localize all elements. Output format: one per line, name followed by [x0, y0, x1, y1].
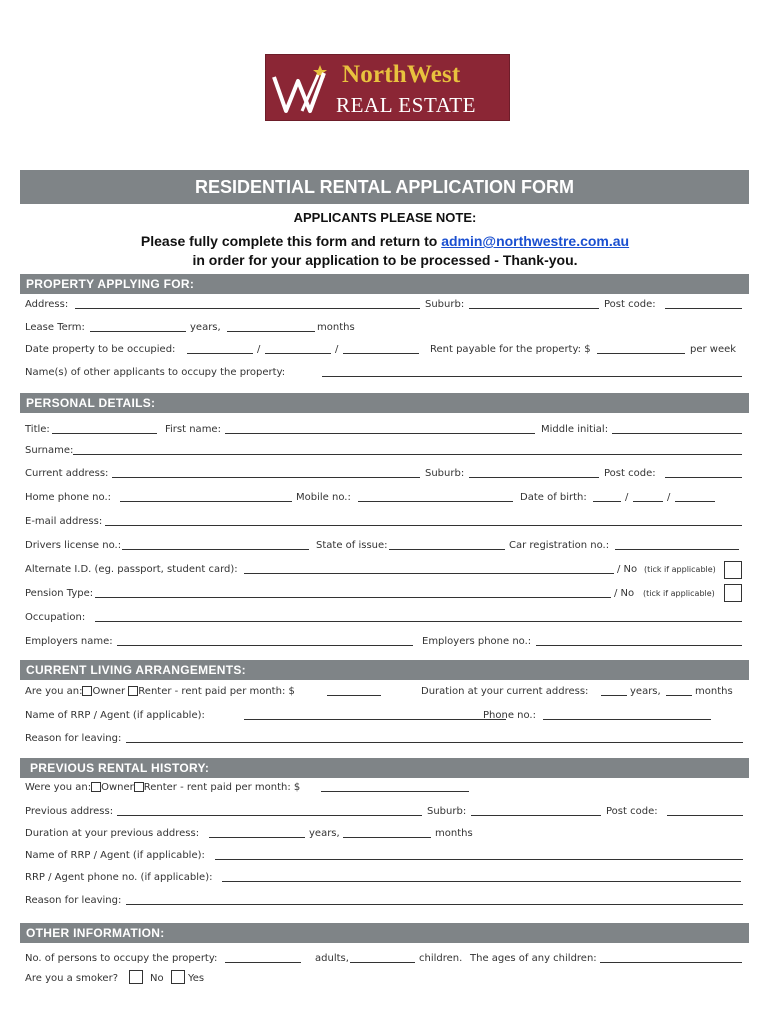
label: Address: [25, 299, 69, 310]
duration-years-field[interactable] [601, 686, 627, 696]
label: years, [190, 322, 221, 333]
label: per week [690, 344, 737, 355]
label: Post code: [606, 806, 658, 817]
owner-renter-group [25, 686, 295, 697]
owner-renter-group [25, 782, 300, 793]
label: / No [614, 588, 635, 599]
label: Were you an: [25, 782, 92, 793]
note-text: Please fully complete this form and return to [140, 233, 442, 249]
label: No [150, 973, 164, 984]
alt-id-field[interactable] [244, 564, 614, 574]
children-field[interactable] [350, 953, 415, 963]
suburb-field[interactable] [469, 299, 599, 309]
label: / No [617, 564, 638, 575]
surname-field[interactable] [73, 445, 742, 455]
first-name-field[interactable] [225, 424, 535, 434]
label: Owner [92, 686, 126, 697]
license-field[interactable] [122, 540, 309, 550]
label: Suburb: [427, 806, 467, 817]
label: Employers name: [25, 636, 113, 647]
label: Lease Term: [25, 322, 85, 333]
label: Renter - rent paid per month: $ [138, 686, 295, 697]
state-field[interactable] [389, 540, 505, 550]
label: months [695, 686, 733, 697]
prev-rrp-field[interactable] [215, 850, 743, 860]
section-current-living: CURRENT LIVING ARRANGEMENTS: [20, 660, 749, 680]
section-other: OTHER INFORMATION: [20, 923, 749, 943]
rent-month-field[interactable] [327, 686, 381, 696]
label: Reason for leaving: [25, 895, 122, 906]
logo-mark-icon [272, 61, 338, 115]
employer-name-field[interactable] [117, 636, 413, 646]
rent-field[interactable] [597, 344, 685, 354]
label: Drivers license no.: [25, 540, 122, 551]
prev-suburb-field[interactable] [471, 806, 601, 816]
label: months [435, 828, 473, 839]
label: Title: [25, 424, 50, 435]
prev-rent-field[interactable] [321, 782, 469, 792]
label: Home phone no.: [25, 492, 112, 503]
label: / [625, 492, 629, 503]
label: Name(s) of other applicants to occupy the property: [25, 367, 286, 378]
mobile-field[interactable] [358, 492, 513, 502]
label: Current address: [25, 468, 109, 479]
label: Owner [101, 782, 134, 793]
section-previous: PREVIOUS RENTAL HISTORY: [20, 758, 749, 778]
label: First name: [165, 424, 221, 435]
email-link[interactable]: admin@northwestre.com.au [441, 233, 630, 249]
label: Duration at your current address: [421, 686, 589, 697]
alt-id-no-checkbox[interactable] [724, 561, 742, 579]
current-address-field[interactable] [112, 468, 420, 478]
label: Alternate I.D. (eg. passport, student card): [25, 564, 238, 575]
section-personal: PERSONAL DETAILS: [20, 393, 749, 413]
label: E-mail address: [25, 516, 103, 527]
lease-years-field[interactable] [90, 322, 186, 332]
company-logo [265, 54, 510, 121]
car-rego-field[interactable] [615, 540, 739, 550]
label: Renter - rent paid per month: $ [143, 782, 301, 793]
label: Middle initial: [541, 424, 609, 435]
label: Suburb: [425, 468, 465, 479]
occupy-month-field[interactable] [265, 344, 331, 354]
postcode-field[interactable] [665, 299, 742, 309]
middle-initial-field[interactable] [612, 424, 742, 434]
title-field[interactable] [52, 424, 157, 434]
note-line-2: in order for your application to be processed - Thank-you. [192, 252, 578, 268]
prev-reason-field[interactable] [126, 895, 743, 905]
prev-owner-checkbox[interactable] [91, 782, 101, 792]
dob-month-field[interactable] [633, 492, 663, 502]
owner-checkbox[interactable] [82, 686, 92, 696]
address-field[interactable] [75, 299, 420, 309]
logo-text-real-estate: REAL ESTATE [336, 93, 477, 117]
dob-year-field[interactable] [675, 492, 715, 502]
home-phone-field[interactable] [120, 492, 292, 502]
label: Employers phone no.: [422, 636, 532, 647]
label: Name of RRP / Agent (if applicable): [25, 710, 205, 721]
label: No. of persons to occupy the property: [25, 953, 218, 964]
rrp-field[interactable] [244, 710, 506, 720]
label: adults, [315, 953, 349, 964]
section-property: PROPERTY APPLYING FOR: [20, 274, 749, 294]
prev-years-field[interactable] [209, 828, 305, 838]
tick-note: (tick if applicable) [643, 589, 715, 598]
label: / [335, 344, 339, 355]
children-ages-field[interactable] [600, 953, 742, 963]
other-applicants-field[interactable] [322, 367, 742, 377]
duration-months-field[interactable] [666, 686, 692, 696]
label: years, [309, 828, 340, 839]
label: Are you a smoker? [25, 973, 118, 984]
label: Suburb: [425, 299, 465, 310]
smoker-no-checkbox[interactable] [129, 970, 143, 984]
dob-day-field[interactable] [593, 492, 621, 502]
label: years, [630, 686, 661, 697]
occupy-day-field[interactable] [187, 344, 253, 354]
pension-field[interactable] [95, 588, 611, 598]
label: Yes [188, 973, 205, 984]
label: Mobile no.: [296, 492, 351, 503]
prev-renter-checkbox[interactable] [134, 782, 144, 792]
label: Post code: [604, 299, 656, 310]
label: / [667, 492, 671, 503]
tick-note: (tick if applicable) [644, 565, 716, 574]
label: Reason for leaving: [25, 733, 122, 744]
reason-field[interactable] [126, 733, 743, 743]
prev-address-field[interactable] [117, 806, 422, 816]
label: months [317, 322, 355, 333]
prev-postcode-field[interactable] [667, 806, 743, 816]
label: Post code: [604, 468, 656, 479]
suburb-field[interactable] [469, 468, 599, 478]
prev-rrp-phone-field[interactable] [222, 872, 741, 882]
rrp-phone-field[interactable] [543, 710, 711, 720]
label: State of issue: [316, 540, 388, 551]
label: Rent payable for the property: $ [430, 344, 591, 355]
label: Phone no.: [483, 710, 536, 721]
label: Previous address: [25, 806, 114, 817]
label: Are you an: [25, 686, 83, 697]
label: Date of birth: [520, 492, 587, 503]
label: / [257, 344, 261, 355]
lease-months-field[interactable] [227, 322, 315, 332]
adults-field[interactable] [225, 953, 301, 963]
label: children. [419, 953, 463, 964]
label: Name of RRP / Agent (if applicable): [25, 850, 205, 861]
label: Car registration no.: [509, 540, 610, 551]
smoker-yes-checkbox[interactable] [171, 970, 185, 984]
note-line-1 [0, 233, 770, 249]
label: Date property to be occupied: [25, 344, 176, 355]
postcode-field[interactable] [665, 468, 742, 478]
form-title: RESIDENTIAL RENTAL APPLICATION FORM [20, 170, 749, 204]
pension-no-checkbox[interactable] [724, 584, 742, 602]
email-field[interactable] [105, 516, 742, 526]
label: Occupation: [25, 612, 86, 623]
label: The ages of any children: [470, 953, 597, 964]
label: RRP / Agent phone no. (if applicable): [25, 872, 213, 883]
label: Duration at your previous address: [25, 828, 200, 839]
occupation-field[interactable] [95, 612, 742, 622]
logo-text-northwest: NorthWest [342, 61, 461, 88]
renter-checkbox[interactable] [128, 686, 138, 696]
label: Surname: [25, 445, 74, 456]
note-heading: APPLICANTS PLEASE NOTE: [293, 210, 477, 225]
label: Pension Type: [25, 588, 94, 599]
employer-phone-field[interactable] [536, 636, 742, 646]
prev-months-field[interactable] [343, 828, 431, 838]
occupy-year-field[interactable] [343, 344, 419, 354]
